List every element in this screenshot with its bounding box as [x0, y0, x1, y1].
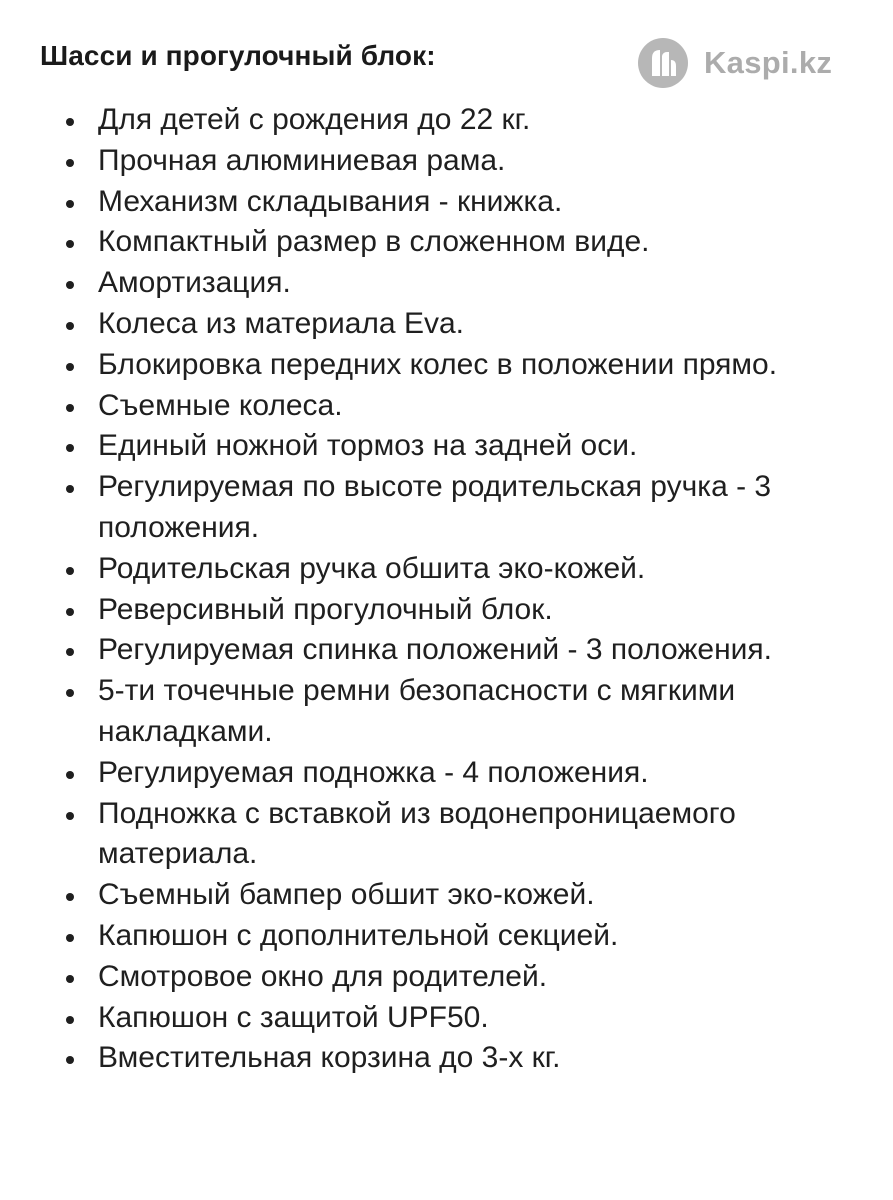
- list-item: Смотровое окно для родителей.: [62, 957, 862, 998]
- list-item: Капюшон с защитой UPF50.: [62, 998, 862, 1039]
- list-item: Регулируемая по высоте родительская ручка - 3 положения.: [62, 467, 862, 549]
- list-item: Съемный бампер обшит эко-кожей.: [62, 875, 862, 916]
- list-item: Вместительная корзина до 3-х кг.: [62, 1038, 862, 1079]
- list-item: Прочная алюминиевая рама.: [62, 141, 862, 182]
- list-item: Съемные колеса.: [62, 386, 862, 427]
- feature-list: [62, 100, 862, 1079]
- section-heading: Шасси и прогулочный блок:: [40, 40, 436, 71]
- list-item: Подножка с вставкой из водонепроницаемого материала.: [62, 794, 862, 876]
- watermark-text: Kaspi.kz: [704, 45, 833, 80]
- list-item: Колеса из материала Eva.: [62, 304, 862, 345]
- list-item: 5-ти точечные ремни безопасности с мягкими накладками.: [62, 671, 862, 753]
- kaspi-watermark: [638, 38, 832, 88]
- list-item: Механизм складывания - книжка.: [62, 182, 862, 223]
- list-item: Капюшон с дополнительной секцией.: [62, 916, 862, 957]
- list-item: Регулируемая спинка положений - 3 положения.: [62, 630, 862, 671]
- list-item: Амортизация.: [62, 263, 862, 304]
- list-item: Реверсивный прогулочный блок.: [62, 590, 862, 631]
- list-item: Компактный размер в сложенном виде.: [62, 222, 862, 263]
- list-item: Единый ножной тормоз на задней оси.: [62, 426, 862, 467]
- list-item: Родительская ручка обшита эко-кожей.: [62, 549, 862, 590]
- list-item: Регулируемая подножка - 4 положения.: [62, 753, 862, 794]
- kaspi-logo-icon: [638, 38, 688, 88]
- list-item: Блокировка передних колес в положении прямо.: [62, 345, 862, 386]
- list-item: Для детей с рождения до 22 кг.: [62, 100, 862, 141]
